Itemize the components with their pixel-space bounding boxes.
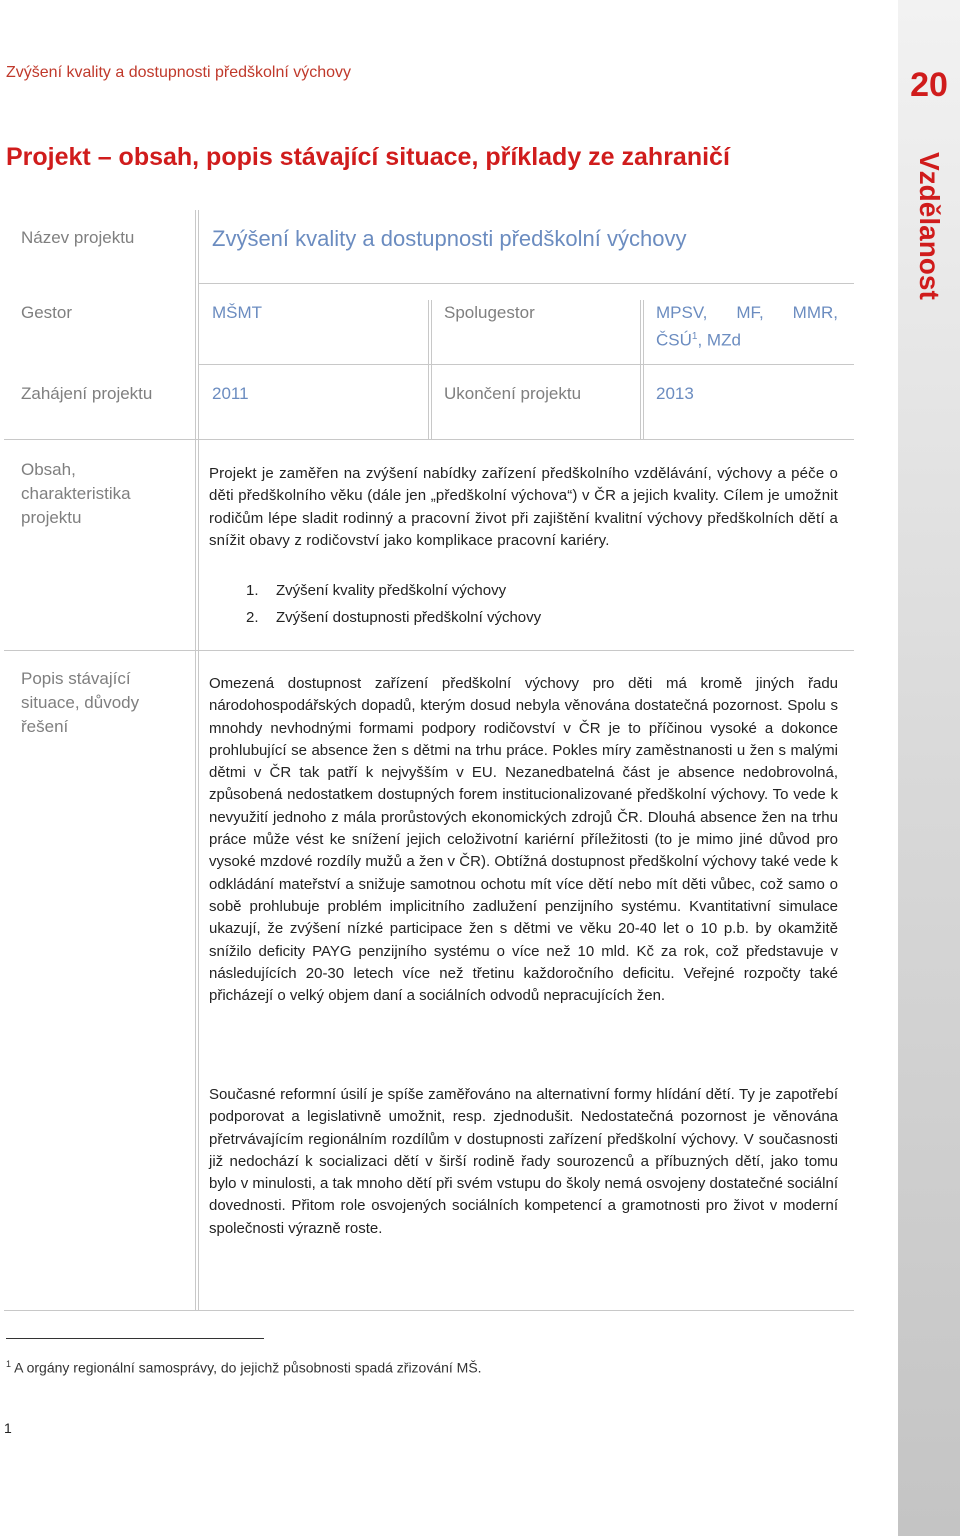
situation-text-1: Omezená dostupnost zařízení předškolní výchovy pro děti má kromě jiných řadu národohospodářských dopadů, kterým dosud nebyla věnována dostatečná pozornost. Spolu s mnohdy nevhodnými formami podpory rodičovství v ČR je to příčinou vysoké a dokonce prohlubující se absence žen s dětmi na trhu práce. Pokles míry zaměstnanosti u žen s malými dětmi v ČR tak patří k nejvyšším v EU. Nezanedbatelná část je absence nedobrovolná, způsobená nedostatkem dostupných forem institucionalizované předškolní výchovy. To vede k nevyužití jednoho z mála prorůstových ekonomických zdrojů ČR. Dlouhá absence žen na trhu práce může vést ke snížení jejich celoživotní kariérní příležitosti (to je mimo jiné důvod pro vysoké mzdové rozdíly mužů a žen v ČR). Obtížná dostupnost předškolní výchovy také vede k odkládání mateřství a snižuje samotnou ochotu mít více dětí nebo mít děti vůbec, což samo o sobě prohlubuje problém implicitního zadlužení penzijního systému. Kvantitativní simulace ukazují, že zvýšení nízké participace žen s dětmi ve věku 20-40 let o 10 p.b. by okamžitě snížilo deficity PAYG penzijního systému o více než 10 mld. Kč za rok, což představuje v následujících 20-30 letech více než třetinu každoročního deficitu. Veřejné rozpočty také přicházejí o velký objem daní a sociálních odvodů nepracujících žen.: [209, 675, 838, 1005]
gestor-label: Gestor: [21, 303, 73, 322]
cogestor-line-1: MPSV, MF, MMR,: [656, 303, 838, 322]
cell-divider: [428, 300, 429, 440]
row-divider: [198, 364, 854, 365]
gestor-value: MŠMT: [212, 303, 263, 322]
footnote-rule: [6, 1338, 264, 1339]
row-divider: [198, 283, 854, 284]
project-name-label: Název projektu: [21, 228, 135, 247]
section-title: Projekt – obsah, popis stávající situace, příklady ze zahraničí: [6, 143, 730, 171]
content-label: Obsah, charakteristika projektu: [21, 460, 131, 527]
cell-divider: [431, 300, 432, 440]
section-label: Vzdělanost: [914, 152, 945, 300]
cell-divider: [640, 300, 641, 440]
page-number: 20: [910, 66, 948, 104]
start-label: Zahájení projektu: [21, 384, 153, 403]
situation-label: Popis stávající situace, důvody řešení: [21, 669, 140, 736]
content-list: [246, 577, 541, 631]
cogestor-line-2: ČSÚ$^1$, MZd: [656, 330, 741, 350]
row-divider: [4, 650, 854, 651]
content-text: Projekt je zaměřen na zvýšení nabídky zařízení předškolního vzdělávání, výchovy a péče o děti předškolního věku (dále jen „předškolní výchova“) v ČR a jejich kvality. Cílem je umožnit rodičům lépe sladit rodinný a pracovní život při zajištění kvalitní výchovy předškolních dětí a snížit obavy z rodičovství jako komplikace pracovní kariéry.: [209, 465, 838, 549]
start-value: 2011: [212, 384, 249, 403]
column-divider: [198, 210, 199, 1310]
page-footer-number: 1: [4, 1420, 12, 1436]
list-item: 2. Zvýšení dostupnosti předškolní výchovy: [246, 609, 542, 626]
list-item: 1. Zvýšení kvality předškolní výchovy: [246, 582, 507, 599]
cogestor-label: Spolugestor: [444, 303, 535, 322]
row-divider: [4, 1310, 854, 1311]
situation-text-2: Současné reformní úsilí je spíše zaměřováno na alternativní formy hlídání dětí. Ty je zapotřebí podporovat a legislativně umožnit, resp. zjednodušit. Nedostatečná pozornost je věnována přetrvávajícím regionálním rozdílům v dostupnosti zařízení předškolní výchovy. V současnosti již nedochází k socializaci dětí v širší rodině řady sourozenců a příbuzných dětí, jako tomu bylo v minulosti, a tak mnoho dětí při svém vstupu do školy nemá osvojeny dostatečné sociální dovednosti. Přitom role osvojených sociálních kompetencí a gramotnosti pro život v moderní společnosti výrazně roste.: [209, 1086, 838, 1237]
row-divider: [4, 439, 854, 440]
footnote: $^1$ A orgány regionální samosprávy, do jejichž působnosti spadá zřizování MŠ.: [6, 1359, 482, 1376]
cell-divider: [643, 300, 644, 440]
project-name-value: Zvýšení kvality a dostupnosti předškolní výchovy: [212, 226, 687, 251]
cogestor-value: [656, 301, 838, 353]
running-header: Zvýšení kvality a dostupnosti předškolní výchovy: [6, 64, 352, 81]
column-divider: [195, 210, 196, 1310]
end-label: Ukončení projektu: [444, 384, 582, 403]
end-value: 2013: [656, 384, 694, 403]
